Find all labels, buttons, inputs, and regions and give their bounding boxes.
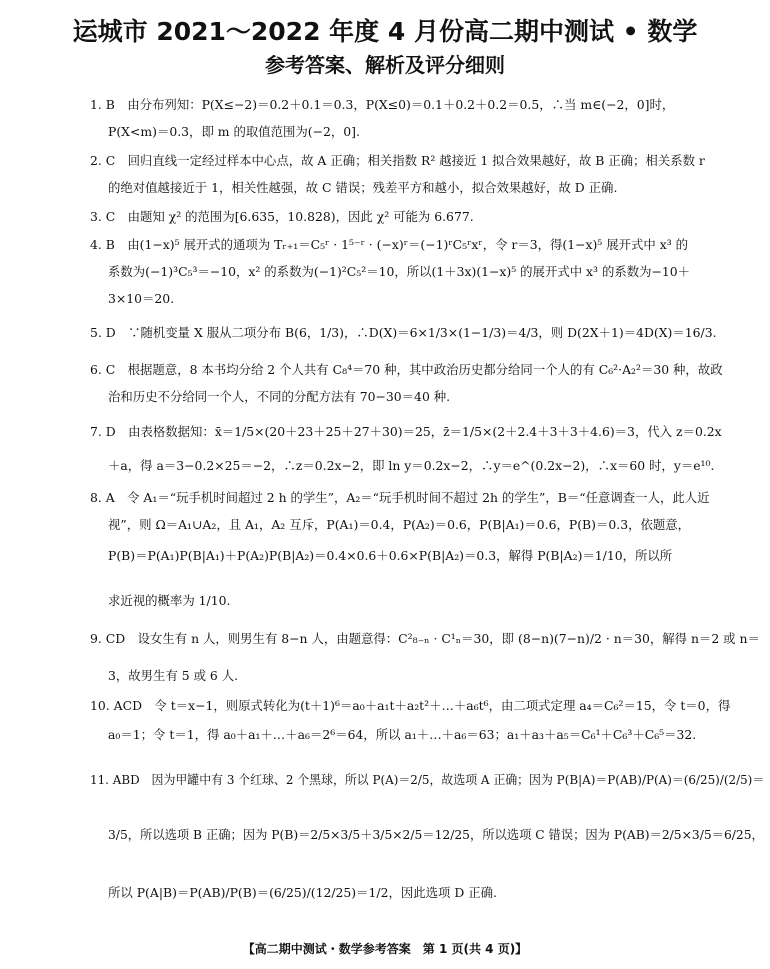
answer-6-line-1: 6. C 根据题意，8 本书均分给 2 个人共有 C₈⁴＝70 种，其中政治历史都分给同一个人的有 C₆²·A₂²＝30 种，故政 xyxy=(90,362,723,377)
answer-11-line-2: 3/5，所以选项 B 正确；因为 P(B)＝2/5×3/5＋3/5×2/5＝12/25，所以选项 C 错误；因为 P(AB)＝2/5×3/5＝6/25， xyxy=(108,827,764,842)
answer-8-line-4: 求近视的概率为 1/10. xyxy=(108,593,231,608)
page-title: 运城市 2021～2022 年度 4 月份高二期中测试 • 数学 xyxy=(72,17,698,46)
answer-7-line-1: 7. D 由表格数据知：x̄＝1/5×(20＋23＋25＋27＋30)＝25，z̄＝1/5×(2＋2.4＋3＋3＋4.6)＝3，代入 z＝0.2x xyxy=(90,424,722,439)
answer-2-line-1: 2. C 回归直线一定经过样本中心点，故 A 正确；相关指数 R² 越接近 1 拟合效果越好，故 B 正确；相关系数 r xyxy=(90,153,705,168)
answer-10-line-2: a₀＝1；令 t＝1，得 a₀＋a₁＋…＋a₆＝2⁶＝64，所以 a₁＋…＋a₆＝63；a₁＋a₃＋a₅＝C₆¹＋C₆³＋C₆⁵＝32. xyxy=(108,727,697,742)
answer-10-line-1: 10. ACD 令 t＝x−1，则原式转化为(t＋1)⁶＝a₀＋a₁t＋a₂t²＋…＋a₆t⁶，由二项式定理 a₄＝C₆²＝15，令 t＝0，得 xyxy=(90,698,731,713)
answer-8-line-1: 8. A 令 A₁＝“玩手机时间超过 2 h 的学生”，A₂＝“玩手机时间不超过 2h 的学生”，B＝“任意调查一人，此人近 xyxy=(90,490,710,505)
answer-4-line-3: 3×10＝20. xyxy=(108,291,175,306)
answer-1-line-1: 1. B 由分布列知：P(X≤−2)＝0.2＋0.1＝0.3，P(X≤0)＝0.1＋0.2＋0.2＝0.5，∴当 m∈(−2，0]时， xyxy=(90,97,675,112)
page-subtitle: 参考答案、解析及评分细则 xyxy=(265,53,505,77)
answer-4-line-2: 系数为(−1)³C₅³＝−10，x² 的系数为(−1)²C₅²＝10，所以(1＋3x)(1−x)⁵ 的展开式中 x³ 的系数为−10＋ xyxy=(108,264,691,279)
answer-11-line-3: 所以 P(A|B)＝P(AB)/P(B)＝(6/25)/(12/25)＝1/2，因此选项 D 正确. xyxy=(108,885,497,900)
answer-7-line-2: ＋a，得 a＝3−0.2×25＝−2，∴z＝0.2x−2，即 ln y＝0.2x−2，∴y＝e^(0.2x−2)，∴x＝60 时，y＝e¹⁰. xyxy=(108,458,715,473)
answer-9-line-1: 9. CD 设女生有 n 人，则男生有 8−n 人，由题意得：C²₈₋ₙ · C¹ₙ＝30，即 (8−n)(7−n)/2 · n＝30，解得 n＝2 或 n＝ xyxy=(90,631,760,646)
page-footer: 【高二期中测试・数学参考答案 第 1 页(共 4 页)】 xyxy=(242,942,528,956)
answer-4-line-1: 4. B 由(1−x)⁵ 展开式的通项为 Tᵣ₊₁＝C₅ʳ · 1⁵⁻ʳ · (−x)ʳ＝(−1)ʳC₅ʳxʳ，令 r＝3，得(1−x)⁵ 展开式中 x³ 的 xyxy=(90,237,688,252)
answer-11-line-1: 11. ABD 因为甲罐中有 3 个红球、2 个黑球，所以 P(A)＝2/5，故选项 A 正确；因为 P(B|A)＝P(AB)/P(A)＝(6/25)/(2/5)＝ xyxy=(90,772,765,787)
answer-5-line-1: 5. D ∵随机变量 X 服从二项分布 B(6，1/3)，∴D(X)＝6×1/3×(1−1/3)＝4/3，则 D(2X＋1)＝4D(X)＝16/3. xyxy=(90,325,717,340)
answer-2-line-2: 的绝对值越接近于 1，相关性越强，故 C 错误；残差平方和越小，拟合效果越好，故 D 正确. xyxy=(108,180,618,195)
answer-9-line-2: 3，故男生有 5 或 6 人. xyxy=(108,668,239,683)
answer-8-line-3: P(B)＝P(A₁)P(B|A₁)＋P(A₂)P(B|A₂)＝0.4×0.6＋0.6×P(B|A₂)＝0.3，解得 P(B|A₂)＝1/10，所以所 xyxy=(108,548,673,563)
answer-8-line-2: 视”，则 Ω＝A₁∪A₂，且 A₁，A₂ 互斥，P(A₁)＝0.4，P(A₂)＝0.6，P(B|A₁)＝0.6，P(B)＝0.3，依题意， xyxy=(108,517,691,532)
answer-3-line-1: 3. C 由题知 χ² 的范围为[6.635，10.828)，因此 χ² 可能为 6.677. xyxy=(90,209,474,224)
answer-6-line-2: 治和历史不分给同一个人，不同的分配方法有 70−30＝40 种. xyxy=(108,389,451,404)
answer-1-line-2: P(X<m)＝0.3，即 m 的取值范围为(−2，0]. xyxy=(108,124,360,139)
